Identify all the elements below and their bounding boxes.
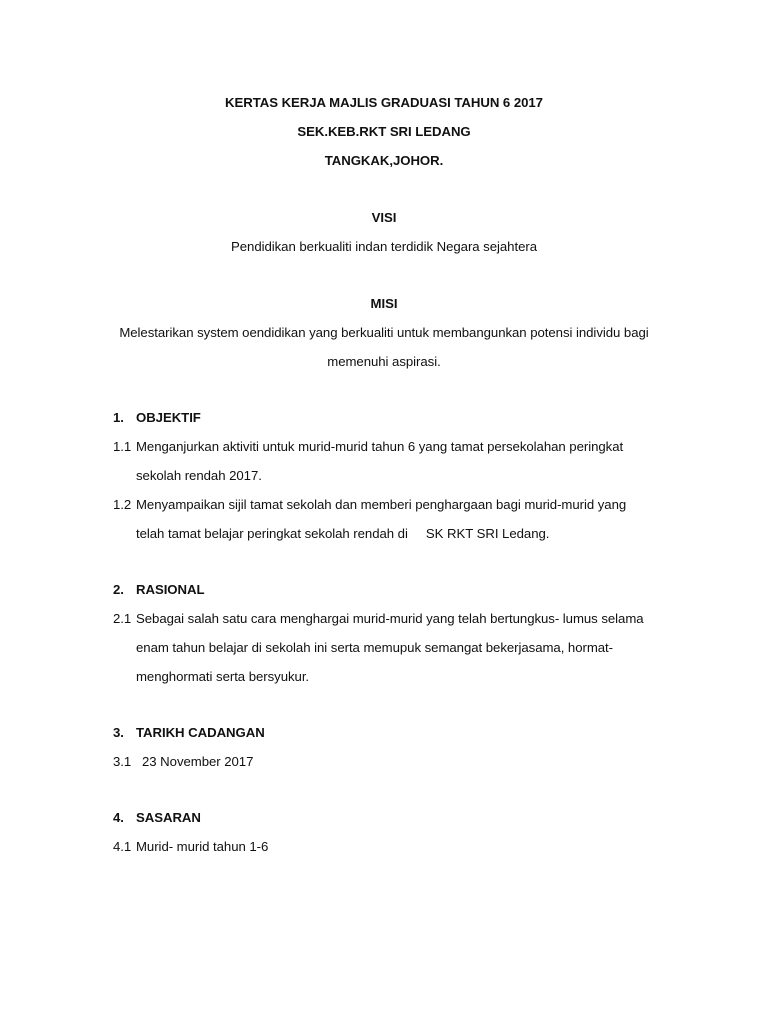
section-heading-rasional: RASIONAL (136, 582, 205, 597)
item-text-line: sekolah rendah 2017. (136, 468, 262, 483)
item-text-line: 23 November 2017 (142, 754, 254, 769)
section-number: 2. (113, 582, 124, 597)
section-heading-objektif: OBJEKTIF (136, 410, 201, 425)
item-number: 4.1 (113, 839, 132, 854)
item-number: 1.2 (113, 497, 132, 512)
item-text-line: enam tahun belajar di sekolah ini serta memupuk semangat bekerjasama, hormat- (136, 640, 614, 655)
misi-text-line1: Melestarikan system oendidikan yang berkualiti untuk membangunkan potensi individu bagi (119, 325, 649, 340)
school-location: TANGKAK,JOHOR. (324, 153, 444, 168)
item-number: 3.1 (113, 754, 132, 769)
document-title: KERTAS KERJA MAJLIS GRADUASI TAHUN 6 2017 (225, 95, 543, 110)
section-number: 4. (113, 810, 124, 825)
school-name: SEK.KEB.RKT SRI LEDANG (297, 124, 471, 139)
item-text-line: Menganjurkan aktiviti untuk murid-murid tahun 6 yang tamat persekolahan peringkat (136, 439, 624, 454)
misi-text-line2: memenuhi aspirasi. (327, 354, 441, 369)
misi-heading: MISI (370, 296, 398, 311)
visi-text: Pendidikan berkualiti indan terdidik Negara sejahtera (231, 239, 537, 254)
item-text-line: telah tamat belajar peringkat sekolah rendah di SK RKT SRI Ledang. (136, 526, 550, 541)
item-text-line: Menyampaikan sijil tamat sekolah dan memberi penghargaan bagi murid-murid yang (136, 497, 627, 512)
item-number: 2.1 (113, 611, 132, 626)
section-number: 1. (113, 410, 124, 425)
section-number: 3. (113, 725, 124, 740)
item-text-line: Sebagai salah satu cara menghargai murid-murid yang telah bertungkus- lumus selama (136, 611, 644, 626)
section-heading-tarikh-cadangan: TARIKH CADANGAN (136, 725, 265, 740)
section-heading-sasaran: SASARAN (136, 810, 201, 825)
item-number: 1.1 (113, 439, 132, 454)
item-text-line: menghormati serta bersyukur. (136, 669, 310, 684)
visi-heading: VISI (371, 210, 397, 225)
item-text-line: Murid- murid tahun 1-6 (136, 839, 269, 854)
